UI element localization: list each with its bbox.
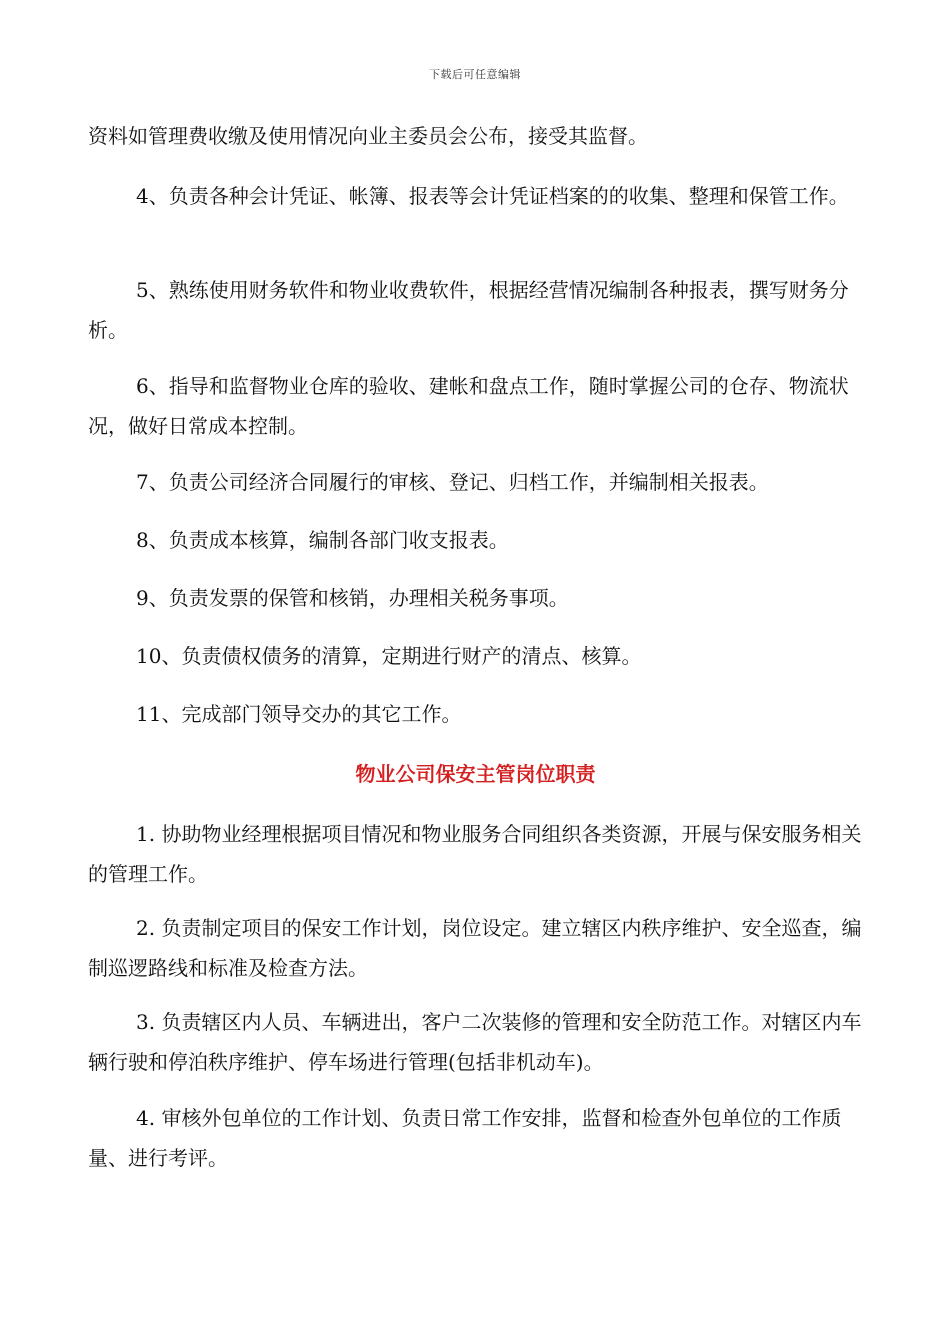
paragraph-duty-4: 4. 审核外包单位的工作计划、负责日常工作安排，监督和检查外包单位的工作质量、进行考评。: [88, 1106, 842, 1170]
paragraph-duty-1: 1. 协助物业经理根据项目情况和物业服务合同组织各类资源，开展与保安服务相关的管理工作。: [88, 822, 862, 886]
paragraph-item-10: 10、负责债权债务的清算，定期进行财产的清点、核算。: [136, 644, 642, 668]
paragraph-item-4: 4、负责各种会计凭证、帐簿、报表等会计凭证档案的的收集、整理和保管工作。: [136, 184, 849, 208]
paragraph-duty-2: 2. 负责制定项目的保安工作计划，岗位设定。建立辖区内秩序维护、安全巡查，编制巡逻路线和标准及检查方法。: [88, 916, 862, 980]
paragraph-continuation: 资料如管理费收缴及使用情况向业主委员会公布，接受其监督。: [88, 124, 648, 148]
page-header: 下载后可任意编辑: [429, 68, 521, 81]
paragraph-item-9: 9、负责发票的保管和核销，办理相关税务事项。: [136, 586, 569, 610]
paragraph-item-11: 11、完成部门领导交办的其它工作。: [136, 702, 462, 726]
paragraph-item-7: 7、负责公司经济合同履行的审核、登记、归档工作，并编制相关报表。: [136, 470, 769, 494]
paragraph-item-5: 5、熟练使用财务软件和物业收费软件，根据经营情况编制各种报表，撰写财务分析。: [88, 278, 849, 342]
paragraph-item-6: 6、指导和监督物业仓库的验收、建帐和盘点工作，随时掌握公司的仓存、物流状况，做好日常成本控制。: [88, 374, 849, 438]
paragraph-item-8: 8、负责成本核算，编制各部门收支报表。: [136, 528, 509, 552]
section-title: 物业公司保安主管岗位职责: [355, 762, 596, 786]
paragraph-duty-3: 3. 负责辖区内人员、车辆进出，客户二次装修的管理和安全防范工作。对辖区内车辆行驶和停泊秩序维护、停车场进行管理(包括非机动车)。: [88, 1010, 862, 1074]
